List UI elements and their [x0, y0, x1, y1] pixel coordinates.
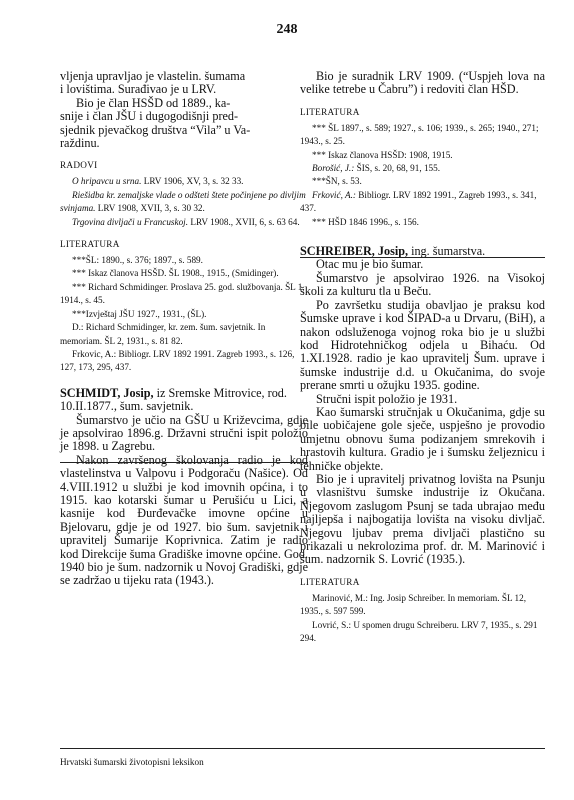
radovi-ref: LRV 1906, XV, 3, s. 32 33.: [141, 176, 244, 187]
literatura-text: *** ŠL 1897., s. 589; 1927., s. 106; 1939., s. 265; 1940., 271; 1943., s. 25.: [300, 122, 539, 147]
literatura-text: ŠIS, s. 20, 68, 91, 155.: [354, 163, 441, 174]
literatura-item: [300, 175, 545, 188]
intro2-line-4: raždinu.: [60, 136, 100, 151]
entry-line2: Otac mu je bio šumar.: [316, 257, 424, 272]
right-column: [300, 70, 545, 645]
literatura-author: Borošić, J.:: [312, 163, 355, 174]
entry-paragraph: Šumarstvo je apsolvirao 1926. na Visokoj školi za kulturu tla u Beču.: [300, 270, 545, 299]
left-column: [60, 70, 308, 588]
right-intro: Bio je suradnik LRV 1909. (“Uspjeh lova na velike tetrebe u Čabru”) i redoviti član HŠD.: [300, 69, 545, 97]
literatura2-item: Marinović, M.: Ing. Josip Schreiber. In memoriam. ŠL 12, 1935., s. 597 599.: [300, 592, 527, 617]
footer-rule: [60, 748, 545, 749]
page-number: 248: [276, 22, 298, 37]
radovi-heading: RADOVI: [60, 160, 98, 171]
literatura2-heading: LITERATURA: [300, 576, 360, 587]
literatura-item: [300, 149, 545, 162]
literatura-text: Bibliogr. LRV 1892 1991., Zagreb 1993., s. 341, 437.: [300, 189, 537, 214]
literatura-item: Frkovic, A.: Bibliogr. LRV 1892 1991. Zagreb 1993., s. 126, 127, 173, 295, 437.: [60, 348, 295, 373]
literatura-item: *** Richard Schmidinger. Proslava 25. god. službovanja. ŠL 1, 1914., s. 45.: [60, 281, 305, 306]
radovi-item: [60, 216, 308, 229]
intro-line-2: i lovištima. Surađivao je u LRV.: [60, 82, 217, 97]
literatura-heading: LITERATURA: [300, 106, 360, 117]
entry-name: SCHREIBER, Josip,: [300, 244, 409, 259]
radovi-ref: LRV 1908., XVII, 6, s. 63 64.: [188, 216, 300, 227]
entry-name: SCHMIDT, Josip,: [60, 385, 154, 400]
literatura-item: ***ŠL: 1890., s. 376; 1897., s. 589.: [72, 255, 203, 266]
literatura-text: *** HŠD 1846 1996., s. 156.: [312, 216, 419, 227]
literatura-item: *** Iskaz članova HSŠD. ŠL 1908., 1915., (Smidinger).: [72, 268, 279, 279]
literatura-text: ***ŠN, s. 53.: [312, 176, 362, 187]
section-divider-right: [300, 257, 545, 258]
literatura-item: [300, 216, 545, 229]
radovi-item: [60, 189, 308, 216]
literatura-item: [300, 122, 545, 149]
literatura-text: *** Iskaz članova HSŠD: 1908, 1915.: [312, 149, 453, 160]
literatura-heading: LITERATURA: [60, 239, 120, 250]
section-divider-left: [60, 462, 308, 463]
radovi-title: O hripavcu u srna.: [72, 176, 142, 187]
literatura-item: [300, 162, 545, 175]
entry-head-rest: iz Sremske Mitrovice, rod. 10.II.1877., šum. savjetnik.: [60, 385, 287, 414]
radovi-item: [60, 175, 308, 188]
entry-paragraph: Šumarstvo je učio na GŠU u Križevcima, gdje je apsolvirao 1896.g. Državni stručni ispit položio je 1898. u Zagrebu.: [60, 412, 308, 454]
footer-text: Hrvatski šumarski životopisni leksikon: [60, 757, 204, 767]
intro2-line-2: snije i član JŠU i dugogodišnji pred-: [60, 109, 239, 124]
entry-paragraph: Bio je i upravitelj privatnog lovišta na Psunju u vlasništvu šumske industrije iz Okučana. Njegovom zaslugom Psunj se tada ubrajao među najljepša i najbogatija lovišta na visoku divljač. Njegovu ljubav prema divljači plastično su prikazali u nekrolozima prof. dr. M. Marinović i šum. nadzornik S. Lovrić (1935.).: [300, 471, 545, 567]
entry-heading-schmidt: [60, 387, 308, 414]
radovi-ref: LRV 1908, XVII, 3, s. 30 32.: [95, 203, 205, 214]
entry-paragraph: Kao šumarski stručnjak u Okučanima, gdje su bile uobičajene gole sječe, uspješno je provodio umjetnu obnovu šuma podizanjem smrekovih i hrastovih kultura. Gradio je i šumsku željeznicu i tehničke objekte.: [300, 404, 545, 473]
radovi-title: Riešidba kr. zemaljske vlade o odšteti štete počinjene po divljim svinjama.: [60, 189, 306, 214]
intro2-line-1: Bio je član HSŠD od 1889., ka-: [76, 95, 231, 110]
literatura-item: [300, 189, 545, 216]
literatura-item: D.: Richard Schmidinger, kr. zem. šum. savjetnik. In memoriam. ŠL 2, 1931., s. 81 82.: [60, 322, 266, 346]
literatura-item: ***Izvještaj JŠU 1927., 1931., (ŠL).: [72, 308, 207, 319]
literatura2-item: Lovrić, S.: U spomen drugu Schreiberu. LRV 7, 1935., s. 291 294.: [300, 619, 538, 644]
radovi-title: Trgovina divljači u Francuskoj.: [72, 216, 189, 227]
entry-paragraph: Nakon završenog školovanja radio je kod vlastelinstva u Valpovu i Podgoraču (Našice). Od 4.VIII.1912 u službi je kod imovnih općina, i to 1915. kao kotarski šumar u Perušiću u Lici, a kasnije kod Đurđevačke imovne općine u Bjelovaru, gdje je od 1927. bio šum. savjetnik i upravitelj Šumarije Koprivnica. Zatim je radio kod Direkcije šuma Gradiške imovne općine. God. 1940 bio je šum. nadzornik u Novoj Gradiški, gdje se zadržao u tijeku rata (1943.).: [60, 452, 308, 588]
entry-head-rest: ing. šumarstva.: [408, 244, 486, 259]
entry-paragraph: Stručni ispit položio je 1931.: [316, 391, 458, 406]
intro-line-1: vljenja upravljao je vlastelin. šumama: [60, 69, 246, 83]
literatura-author: Frković, A.:: [312, 189, 356, 200]
intro2-line-3: sjednik pjevačkog društva “Vila” u Va-: [60, 122, 251, 137]
entry-paragraph: Po završetku studija obavljao je praksu kod Šumske uprave i kod ŠIPAD-a u Drvaru, (BiH), a nakon odsluženoga vojnog roka bio je u službi kod Hidrotehničkog odjela u Bihaću. Od 1.XI.1928. radio je kao upravitelj Šum. uprave i šumske industrije d.d. u Okučanima, do svoje prerane smrti u ožujku 1935. godine.: [300, 297, 545, 393]
